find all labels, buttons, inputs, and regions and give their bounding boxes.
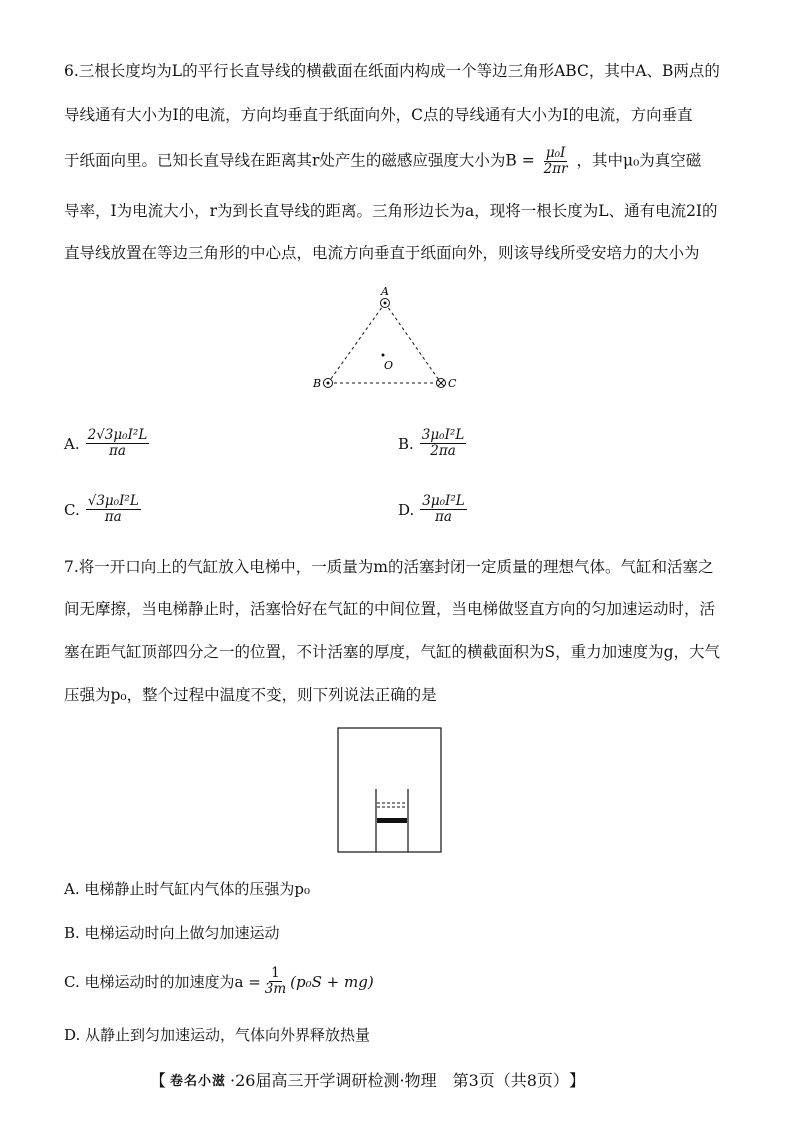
label-c: C	[448, 377, 457, 390]
elevator-box	[338, 728, 441, 852]
q7-option-b[interactable]: B. 电梯运动时向上做匀加速运动	[64, 924, 280, 942]
q6-line2: 导线通有大小为I的电流，方向均垂直于纸面向外，C点的导线通有大小为I的电流，方向垂直	[64, 106, 693, 124]
wire-b-out-icon	[324, 379, 333, 388]
q7-line4: 压强为p₀，整个过程中温度不变，则下列说法正确的是	[64, 686, 437, 704]
option-b-fraction: $\frac{\text{3μ₀I²L}}{2\pi a}$	[421, 427, 465, 459]
elevator-cylinder-diagram	[0, 726, 800, 856]
option-c-accel-fraction: $\frac{1}{3m}$	[264, 965, 287, 997]
q7-line2: 间无摩擦，当电梯静止时，活塞恰好在气缸的中间位置，当电梯做竖直方向的匀加速运动时，活	[64, 600, 716, 618]
wire-a-out-icon	[381, 299, 390, 308]
piston	[377, 818, 407, 823]
option-d-fraction: $\frac{\text{3μ₀I²L}}{\pi a}$	[422, 493, 465, 525]
q6-option-a[interactable]: A. $\frac{\text{2√3μ₀I²L}}{\pi a}$	[64, 427, 148, 459]
label-o: O	[384, 359, 394, 372]
option-a-fraction: $\frac{\text{2√3μ₀I²L}}{\pi a}$	[87, 427, 148, 459]
q6-option-c[interactable]: C. $\frac{\text{√3μ₀I²L}}{\pi a}$	[64, 493, 139, 525]
page-footer: 【 卷名小滋 ·26届高三开学调研检测·物理 第3页（共8页） 】	[150, 1071, 585, 1090]
q6-line3: 于纸面向里。已知长直导线在距离其r处产生的磁感应强度大小为B = $\frac{\text{μ₀I}}{2\pi r}$ ，其中μ₀为真空磁	[64, 145, 702, 177]
q7-line1: 7.将一开口向上的气缸放入电梯中，一质量为m的活塞封闭一定质量的理想气体。气缸和活塞之	[64, 558, 714, 576]
center-point-icon	[382, 354, 385, 357]
formula-b-fraction: $\frac{\text{μ₀I}}{2\pi r}$	[543, 145, 568, 177]
q6-line1: 6.三根长度均为L的平行长直导线的横截面在纸面内构成一个等边三角形ABC，其中A、B两点的	[64, 62, 720, 80]
q7-line3: 塞在距气缸顶部四分之一的位置，不计活塞的厚度，气缸的横截面积为S，重力加速度为g，大气	[64, 643, 721, 661]
option-c-fraction: $\frac{\text{√3μ₀I²L}}{\pi a}$	[87, 493, 139, 525]
label-a: A	[381, 285, 389, 298]
label-b: B	[313, 377, 322, 390]
q7-option-a[interactable]: A. 电梯静止时气缸内气体的压强为p₀	[64, 880, 310, 898]
q6-line5: 直导线放置在等边三角形的中心点，电流方向垂直于纸面向外，则该导线所受安培力的大小为	[64, 244, 700, 262]
q7-option-c[interactable]: C. 电梯运动时的加速度为a = $\frac{1}{3m}$ (p₀S + mg)	[64, 965, 374, 997]
q7-option-d[interactable]: D. 从静止到匀加速运动，气体向外界释放热量	[64, 1026, 371, 1044]
q6-line4: 导率，I为电流大小，r为到长直导线的距离。三角形边长为a，现将一根长度为L、通有电流2I的	[64, 202, 718, 220]
wire-c-in-icon	[437, 379, 446, 388]
q6-option-d[interactable]: D. $\frac{\text{3μ₀I²L}}{\pi a}$	[398, 493, 465, 525]
publisher-logo: 卷名小滋	[170, 1074, 227, 1089]
q6-option-b[interactable]: B. $\frac{\text{3μ₀I²L}}{2\pi a}$	[398, 427, 465, 459]
triangle-diagram	[0, 285, 800, 405]
